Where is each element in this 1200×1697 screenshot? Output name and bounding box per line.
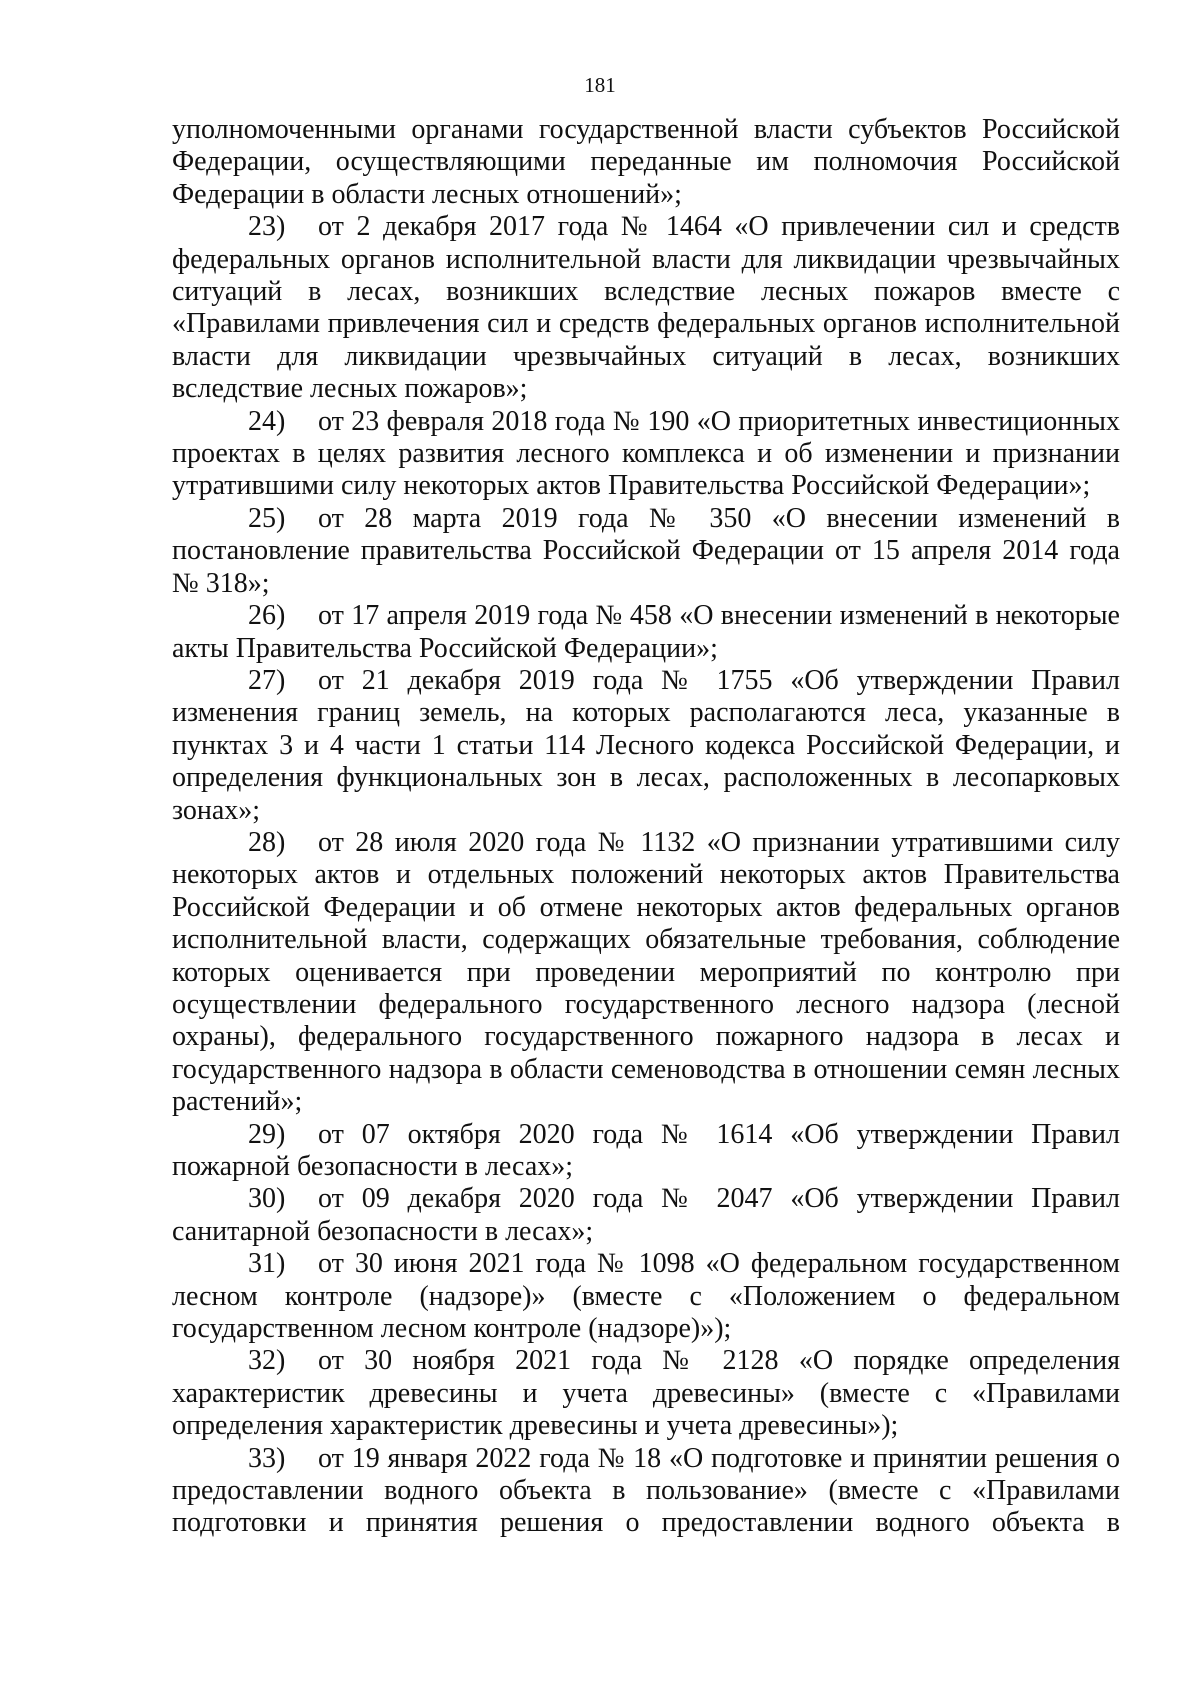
item-number: 29) <box>248 1118 286 1150</box>
intro-paragraph: уполномоченными органами государственной власти субъектов Российской Федерации, осуществляющими переданные им полномочия Российской Федерации в области лесных отношений»; <box>172 114 1120 210</box>
item-number: 25) <box>248 502 286 534</box>
list-item-25 <box>172 503 1120 600</box>
item-number: 26) <box>248 600 286 632</box>
item-text: от 09 декабря 2020 года № 2047 «Об утверждении Правил санитарной безопасности в лесах»; <box>172 1183 1120 1247</box>
list-item-29 <box>172 1119 1120 1184</box>
item-text: от 30 июня 2021 года № 1098 «О федеральном государственном лесном контроле (надзоре)» (вместе с «Положением о федеральном государственном лесном контроле (надзоре)»); <box>172 1248 1120 1345</box>
item-number: 30) <box>248 1183 286 1215</box>
item-text: от 21 декабря 2019 года № 1755 «Об утверждении Правил изменения границ земель, на которых располагаются леса, указанные в пунктах 3 и 4 части 1 статьи 114 Лесного кодекса Российской Федерации, и определения функциональных зон в лесах, расположенных в лесопарковых зонах»; <box>172 664 1120 826</box>
item-text: от 07 октября 2020 года № 1614 «Об утверждении Правил пожарной безопасности в лесах»; <box>172 1118 1120 1182</box>
list-item-33 <box>172 1443 1120 1540</box>
list-item-23 <box>172 211 1120 405</box>
item-number: 31) <box>248 1248 286 1280</box>
item-number: 32) <box>248 1345 286 1377</box>
list-item-26 <box>172 600 1120 665</box>
document-body <box>172 114 1120 1540</box>
item-number: 27) <box>248 664 286 696</box>
item-number: 33) <box>248 1442 286 1474</box>
item-text: от 17 апреля 2019 года № 458 «О внесении изменений в некоторые акты Правительства Российской Федерации»; <box>172 600 1120 664</box>
list-item-28 <box>172 827 1120 1119</box>
item-number: 23) <box>248 211 286 243</box>
item-number: 28) <box>248 826 286 858</box>
item-number: 24) <box>248 405 286 437</box>
list-item-31 <box>172 1248 1120 1345</box>
page-number: 181 <box>584 73 616 97</box>
item-text: от 23 февраля 2018 года № 190 «О приоритетных инвестиционных проектах в целях развития лесного комплекса и об изменении и признании утратившими силу некоторых актов Правительства Российской Федерации»; <box>172 405 1120 502</box>
item-text: от 2 декабря 2017 года № 1464 «О привлечении сил и средств федеральных органов исполнительной власти для ликвидации чрезвычайных ситуаций в лесах, возникших вследствие лесных пожаров вместе с «Правилами привлечения сил и средств федеральных органов исполнительной власти для ликвидации чрезвычайных ситуаций в лесах, возникших вследствие лесных пожаров»; <box>172 211 1120 405</box>
list-item-32 <box>172 1345 1120 1442</box>
list-item-30 <box>172 1183 1120 1248</box>
item-text: от 19 января 2022 года № 18 «О подготовке и принятии решения о предоставлении водного объекта в пользование» (вместе с «Правилами подготовки и принятия решения о предоставлении водного объекта в <box>172 1442 1120 1539</box>
list-item-27 <box>172 665 1120 827</box>
item-text: от 28 марта 2019 года № 350 «О внесении изменений в постановление правительства Российской Федерации от 15 апреля 2014 года № 318»; <box>172 502 1120 599</box>
list-item-24 <box>172 406 1120 503</box>
item-text: от 28 июля 2020 года № 1132 «О признании утратившими силу некоторых актов и отдельных положений некоторых актов Правительства Российской Федерации и об отмене некоторых актов федеральных органов исполнительной власти, содержащих обязательные требования, соблюдение которых оценивается при проведении мероприятий по контролю при осуществлении федерального государственного лесного надзора (лесной охраны), федерального государственного пожарного надзора в лесах и государственного надзора в области семеноводства в отношении семян лесных растений»; <box>172 826 1120 1118</box>
item-text: от 30 ноября 2021 года № 2128 «О порядке определения характеристик древесины и учета древесины» (вместе с «Правилами определения характеристик древесины и учета древесины»); <box>172 1345 1120 1442</box>
